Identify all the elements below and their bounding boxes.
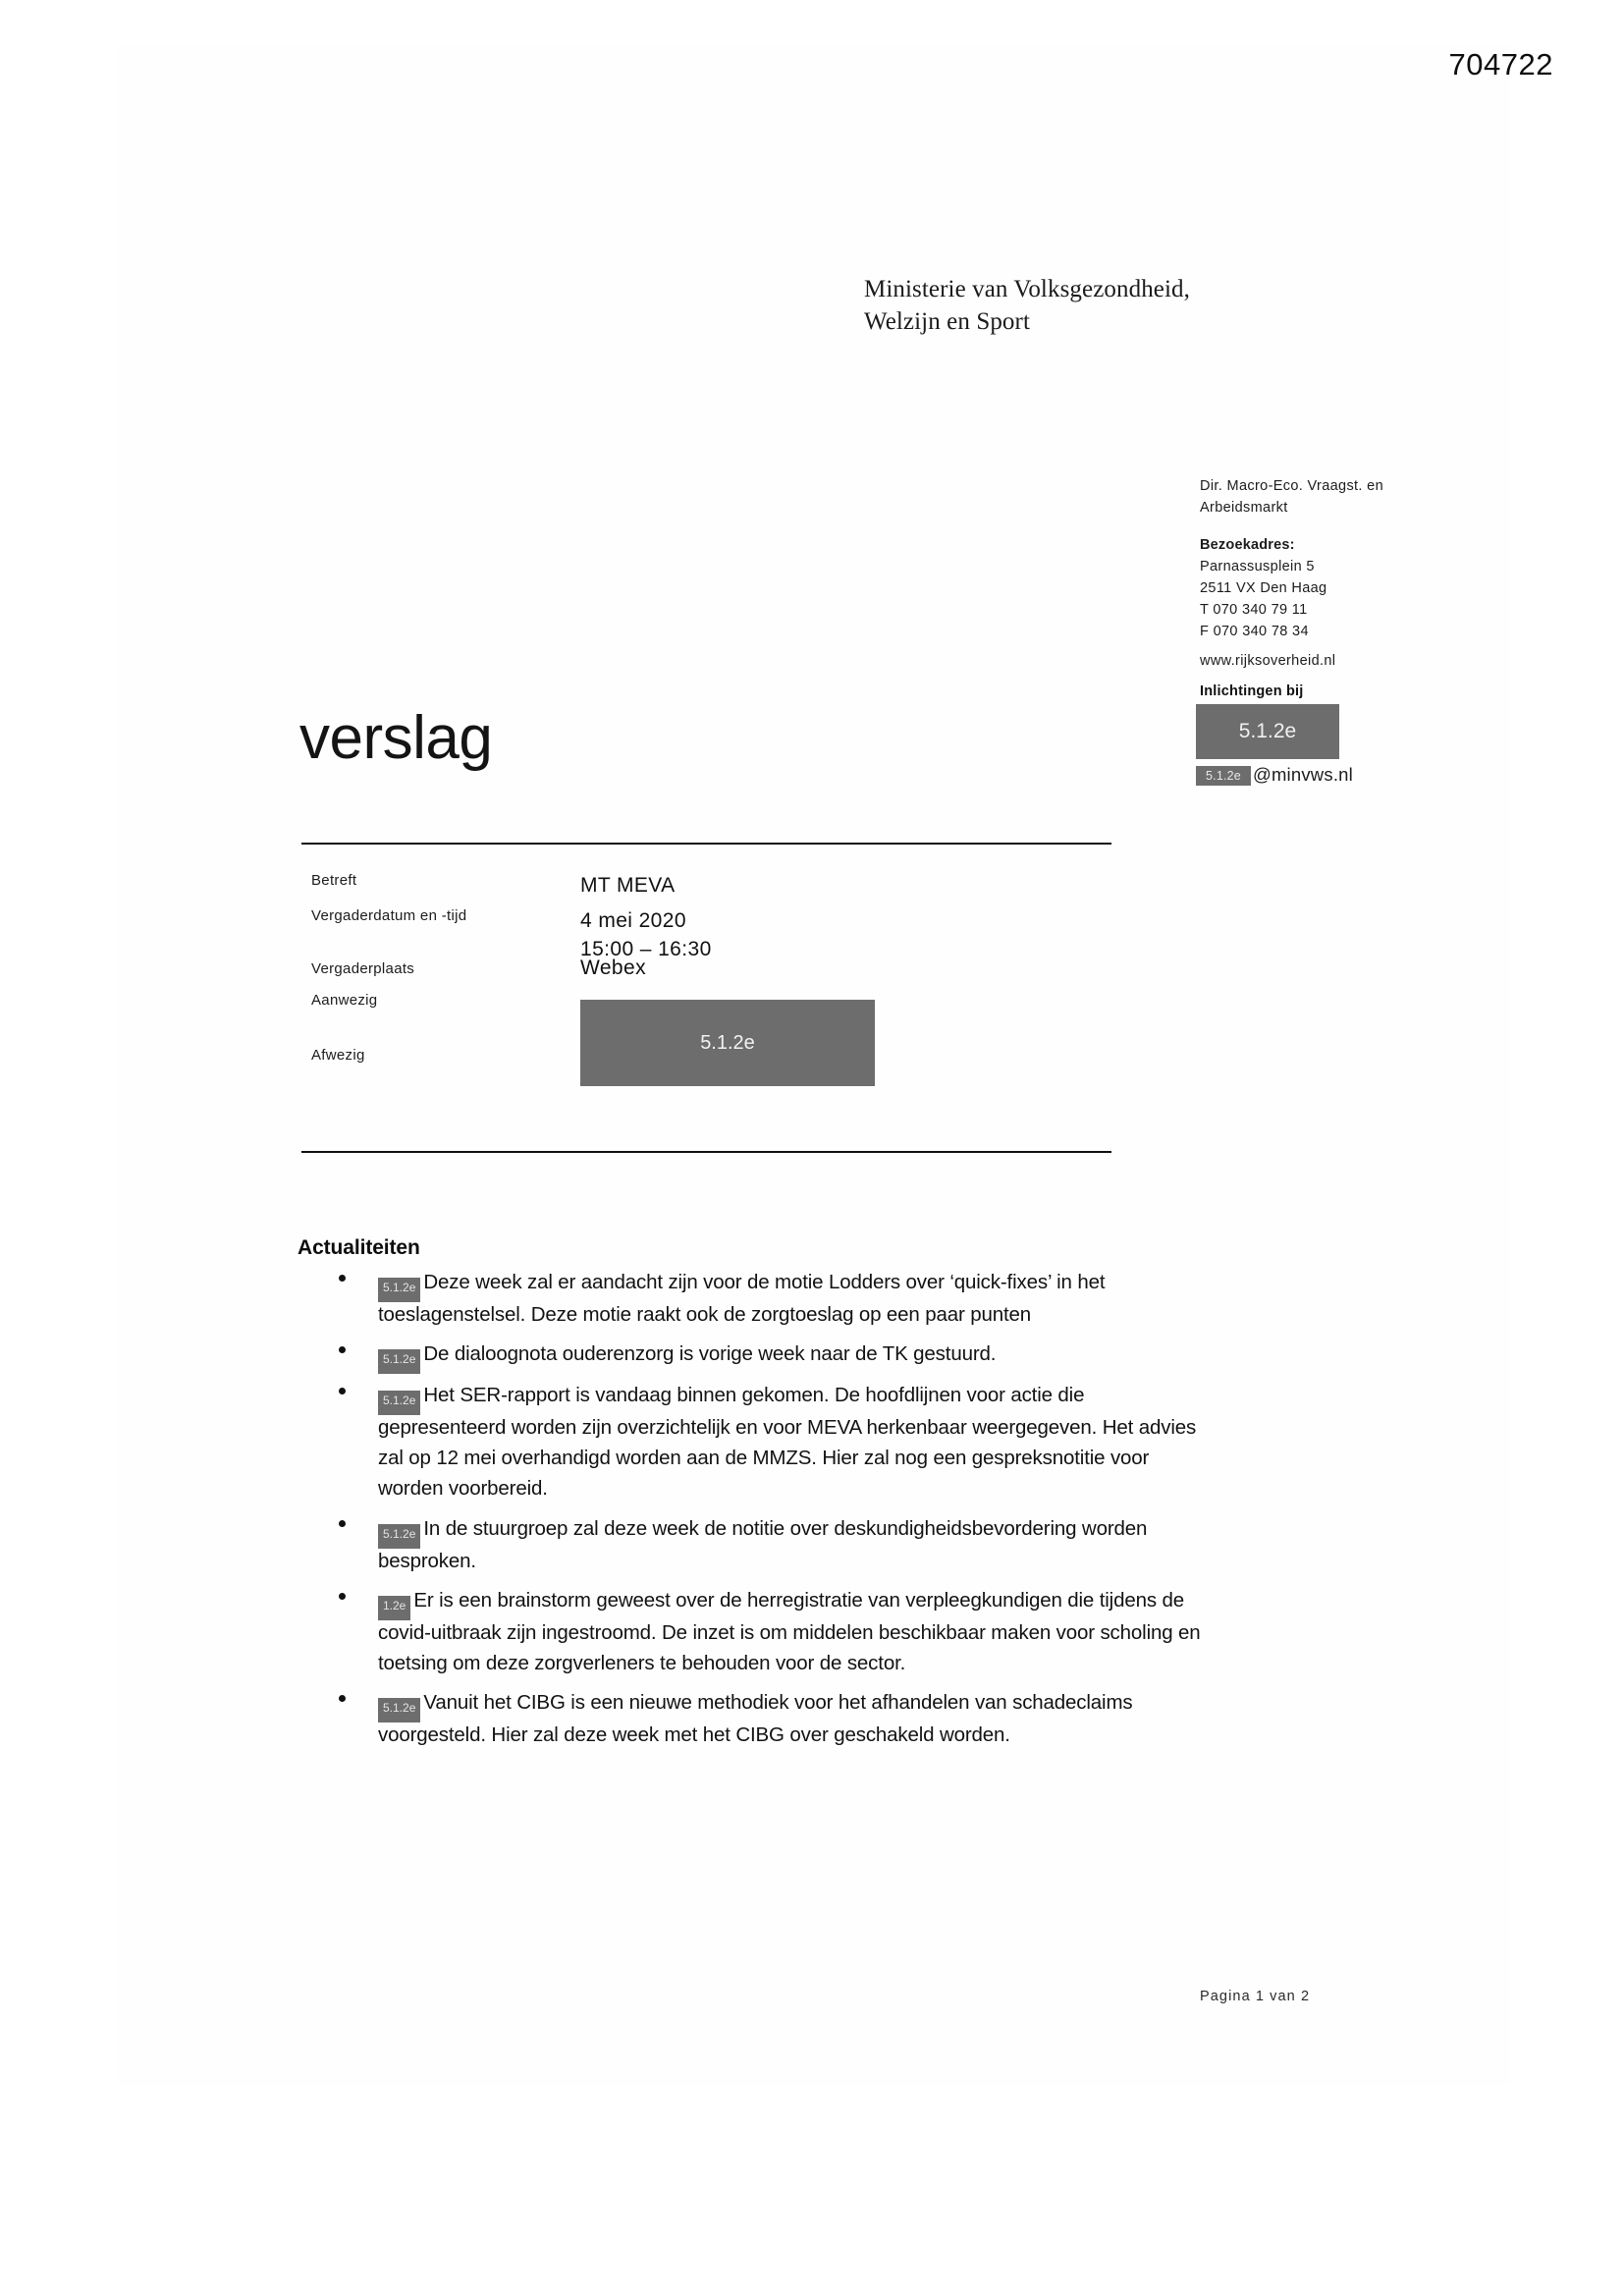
address-block (1200, 475, 1445, 658)
meta-value-vergaderplaats: Webex (580, 957, 646, 979)
meeting-time: 15:00 – 16:30 (580, 937, 712, 960)
contact-email-row (1196, 764, 1353, 786)
list-item-text: Er is een brainstorm geweest over de herregistratie van verpleegkundigen die tijdens de covid-uitbraak zijn ingestroomd. De inzet is om middelen beschikbaar maken voor scholing en toetsing om deze zorgverleners te behouden voor de sector. (378, 1588, 1201, 1674)
ministry-line-2: Welzijn en Sport (864, 308, 1030, 336)
ministry-wordmark (864, 273, 1190, 339)
inline-redaction-tag: 5.1.2e (378, 1698, 420, 1722)
meeting-date: 4 mei 2020 (580, 909, 686, 932)
list-item-text: Deze week zal er aandacht zijn voor de motie Lodders over ‘quick-fixes’ in het toeslagenstelsel. Deze motie raakt ook de zorgtoeslag op een paar punten (378, 1271, 1106, 1326)
email-redaction-box: 5.1.2e (1196, 766, 1251, 786)
actualiteiten-list (298, 1267, 1201, 1759)
inline-redaction-tag: 1.2e (378, 1596, 410, 1620)
list-item-text: Het SER-rapport is vandaag binnen gekomen. De hoofdlijnen voor actie die gepresenteerd worden zijn overzichtelijk en voor MEVA herkenbaar weergegeven. Het advies zal op 12 mei overhandigd worden aan de MMZS. Hier zal nog een gespreksnotitie voor worden voorbereid. (378, 1384, 1197, 1501)
meta-label-aanwezig: Aanwezig (311, 992, 378, 1009)
address-street: Parnassusplein 5 (1200, 559, 1315, 575)
bullet-dot-icon (339, 1520, 346, 1527)
meta-label-vergaderplaats: Vergaderplaats (311, 960, 415, 977)
list-item (298, 1339, 1201, 1371)
meta-label-vergaderdatum: Vergaderdatum en -tijd (311, 907, 467, 924)
meta-rule-bottom (301, 1151, 1111, 1153)
address-fax: F 070 340 78 34 (1200, 624, 1309, 640)
department-line-1: Dir. Macro-Eco. Vraagst. en (1200, 478, 1384, 494)
address-phone: T 070 340 79 11 (1200, 602, 1308, 619)
department-line-2: Arbeidsmarkt (1200, 500, 1288, 517)
bullet-dot-icon (339, 1695, 346, 1702)
bullet-dot-icon (339, 1346, 346, 1353)
attendees-redaction-box: 5.1.2e (580, 1000, 875, 1086)
visiting-address-block (1200, 534, 1445, 642)
contact-redaction-box: 5.1.2e (1196, 704, 1339, 759)
meta-label-afwezig: Afwezig (311, 1047, 365, 1064)
inline-redaction-tag: 5.1.2e (378, 1391, 420, 1415)
meta-label-betreft: Betreft (311, 872, 357, 889)
list-item (298, 1513, 1201, 1576)
ministry-line-1: Ministerie van Volksgezondheid, (864, 276, 1190, 302)
meta-value-betreft: MT MEVA (580, 874, 676, 897)
list-item (298, 1267, 1201, 1330)
page-footer: Pagina 1 van 2 (1200, 1989, 1311, 2004)
list-item (298, 1380, 1201, 1503)
meta-rule-top (301, 843, 1111, 845)
list-item-text: Vanuit het CIBG is een nieuwe methodiek voor het afhandelen van schadeclaims voorgesteld. Hier zal deze week met het CIBG over geschakeld worden. (378, 1691, 1133, 1747)
visiting-address-label: Bezoekadres: (1200, 537, 1295, 554)
contact-label: Inlichtingen bij (1200, 683, 1304, 699)
document-number: 704722 (1448, 47, 1553, 82)
department-block (1200, 475, 1445, 519)
inline-redaction-tag: 5.1.2e (378, 1349, 420, 1374)
section-heading-actualiteiten: Actualiteiten (298, 1236, 420, 1259)
bullet-dot-icon (339, 1275, 346, 1282)
address-city: 2511 VX Den Haag (1200, 580, 1327, 597)
bullet-dot-icon (339, 1593, 346, 1600)
list-item-text: In de stuurgroep zal deze week de notitie over deskundigheidsbevordering worden besproken. (378, 1516, 1148, 1572)
list-item-text: De dialoognota ouderenzorg is vorige week naar de TK gestuurd. (423, 1342, 997, 1366)
page-title: verslag (299, 704, 493, 772)
website-url[interactable]: www.rijksoverheid.nl (1200, 653, 1336, 669)
email-domain: @minvws.nl (1252, 764, 1353, 785)
list-item (298, 1687, 1201, 1750)
inline-redaction-tag: 5.1.2e (378, 1524, 420, 1549)
bullet-dot-icon (339, 1388, 346, 1394)
list-item (298, 1585, 1201, 1678)
inline-redaction-tag: 5.1.2e (378, 1278, 420, 1302)
